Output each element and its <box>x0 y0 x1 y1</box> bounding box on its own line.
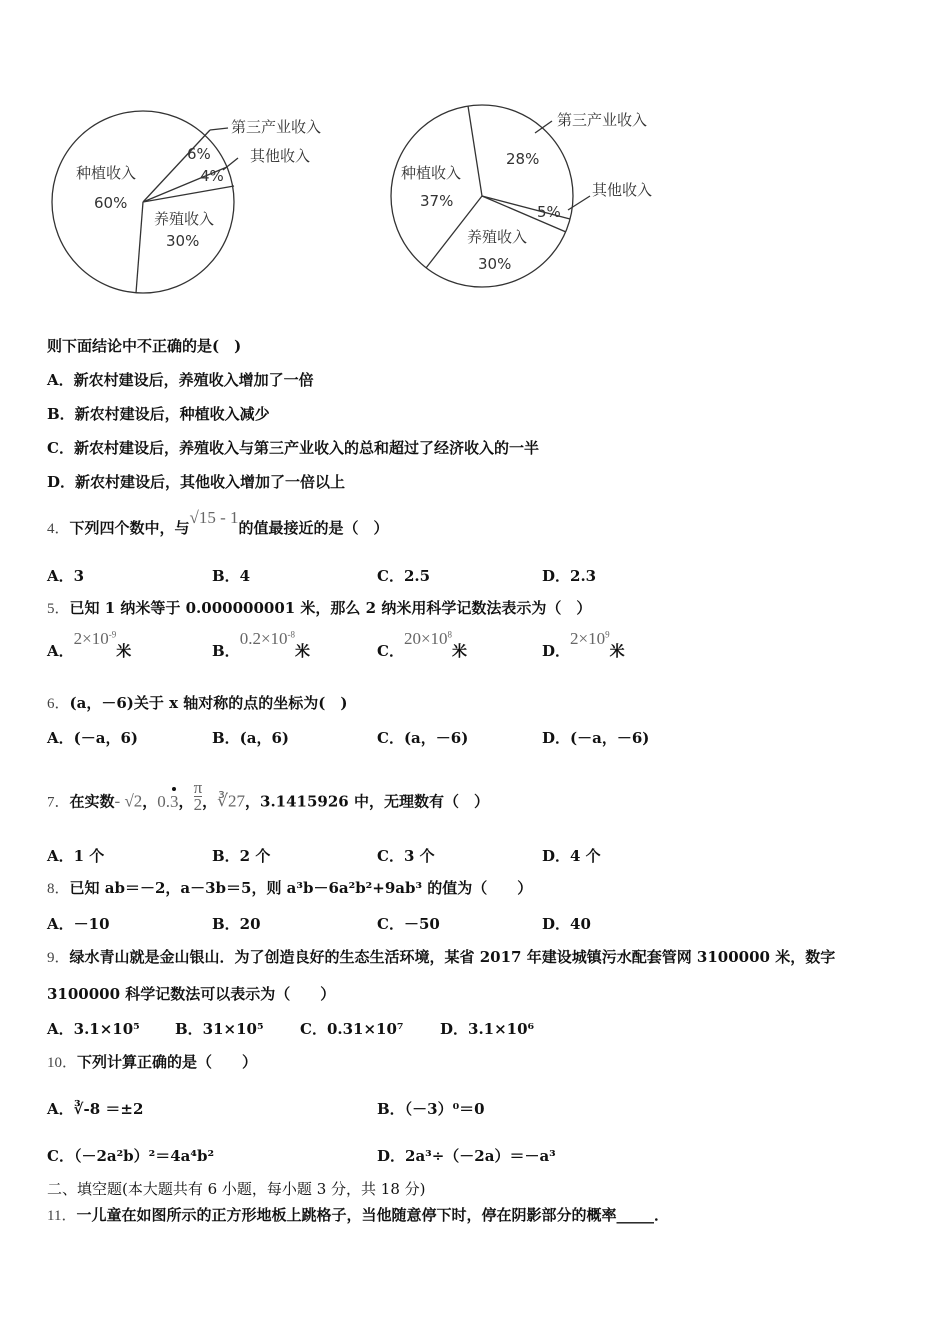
q4-option-a: A．3 <box>47 567 85 585</box>
q6-option-a: A．(－a，6) <box>47 729 138 747</box>
q6-option-c: C．(a，－6) <box>377 729 469 747</box>
pie-right-value-plant: 37% <box>420 192 454 210</box>
q7-option-a: A．1 个 <box>47 847 105 865</box>
pie-left-value-third: 6% <box>187 145 211 163</box>
q9-option-b: B．31×10⁵ <box>175 1020 264 1038</box>
q4-stem: 4．下列四个数中，与√15 - 1的值最接近的是（ ） <box>47 508 389 537</box>
q10-option-a: A．∛-8 ＝±2 <box>47 1100 144 1118</box>
pie-charts <box>0 0 950 320</box>
pie-left-label-other: 其他收入 <box>250 147 311 165</box>
q10-option-d: D．2a³÷（－2a）＝－a³ <box>377 1147 556 1165</box>
q5-option-d: D．$2\times 10^9$米 <box>542 629 625 660</box>
q7-option-d: D．4 个 <box>542 847 601 865</box>
pie-chart-before <box>52 111 238 293</box>
pie-left-label-plant: 种植收入 <box>76 164 137 182</box>
pie-right-value-other: 5% <box>537 203 561 221</box>
q4-option-d: D．2.3 <box>542 567 597 585</box>
repeating-decimal: 0.3 <box>157 792 178 812</box>
q3-option-d: D．新农村建设后，其他收入增加了一倍以上 <box>47 473 346 491</box>
q3-option-b: B．新农村建设后，种植收入减少 <box>47 405 270 423</box>
pie-right-value-breed: 30% <box>478 255 512 273</box>
pie-left-value-plant: 60% <box>94 194 128 212</box>
q10-option-c: C．（－2a²b）²＝4a⁴b² <box>47 1147 215 1165</box>
q10-stem: 10．下列计算正确的是（ ） <box>47 1053 258 1071</box>
q9-option-c: C．0.31×10⁷ <box>300 1020 404 1038</box>
q11-stem: 11．一儿童在如图所示的正方形地板上跳格子，当他随意停下时，停在阴影部分的概率_____． <box>47 1206 669 1224</box>
q8-option-a: A．－10 <box>47 915 110 933</box>
q9-option-d: D．3.1×10⁶ <box>440 1020 535 1038</box>
q7-option-c: C．3 个 <box>377 847 435 865</box>
pie-left-label-breed: 养殖收入 <box>154 210 215 228</box>
repeating-dot <box>172 787 176 791</box>
pie-left-value-other: 4% <box>200 167 224 185</box>
q7-stem: 7．在实数- √2，0.3 ， $\frac{\pi}{2}$ ，∛27，3.1415926 中，无理数有（ ） <box>47 778 489 814</box>
pie-left-label-third: 第三产业收入 <box>231 118 322 136</box>
q6-option-d: D．(－a，－6) <box>542 729 650 747</box>
q9-stem-line1: 9．绿水青山就是金山银山．为了创造良好的生态生活环境，某省 2017 年建设城镇污水配套管网 3100000 米，数字 <box>47 948 836 966</box>
q10-option-b: B．（－3）⁰＝0 <box>377 1100 485 1118</box>
q8-option-d: D．40 <box>542 915 591 933</box>
q8-option-b: B．20 <box>212 915 261 933</box>
pie-left-value-breed: 30% <box>166 232 200 250</box>
q3-stem: 则下面结论中不正确的是( ) <box>47 337 242 355</box>
q4-expression: √15 - 1 <box>189 508 239 527</box>
pie-right-label-breed: 养殖收入 <box>467 228 528 246</box>
q5-stem: 5．已知 1 纳米等于 0.000000001 米，那么 2 纳米用科学记数法表示为（ ） <box>47 599 592 617</box>
q4-option-b: B．4 <box>212 567 251 585</box>
q8-option-c: C．－50 <box>377 915 440 933</box>
section-2-heading: 二、填空题(本大题共有 6 小题，每小题 3 分，共 18 分) <box>47 1180 426 1198</box>
q9-option-a: A．3.1×10⁵ <box>47 1020 140 1038</box>
pie-right-label-third: 第三产业收入 <box>557 111 648 129</box>
q3-option-a: A．新农村建设后，养殖收入增加了一倍 <box>47 371 314 389</box>
pie-right-label-other: 其他收入 <box>592 181 653 199</box>
q6-stem: 6．(a，－6)关于 x 轴对称的点的坐标为( ) <box>47 694 348 712</box>
q5-option-a: A．$2\times 10^{-9}$米 <box>47 629 132 660</box>
q5-option-b: B．$0.2\times 10^{-8}$米 <box>212 629 311 660</box>
q7-option-b: B．2 个 <box>212 847 271 865</box>
q8-stem: 8．已知 ab＝－2，a－3b＝5，则 a³b－6a²b²+9ab³ 的值为（ ） <box>47 879 533 897</box>
pie-right-value-third: 28% <box>506 150 540 168</box>
q9-stem-line2: 3100000 科学记数法可以表示为（ ） <box>47 985 336 1003</box>
q4-option-c: C．2.5 <box>377 567 431 585</box>
q6-option-b: B．(a，6) <box>212 729 290 747</box>
q3-option-c: C．新农村建设后，养殖收入与第三产业收入的总和超过了经济收入的一半 <box>47 439 539 457</box>
q5-option-c: C．$20\times 10^8$米 <box>377 629 468 660</box>
pie-right-label-plant: 种植收入 <box>401 164 462 182</box>
